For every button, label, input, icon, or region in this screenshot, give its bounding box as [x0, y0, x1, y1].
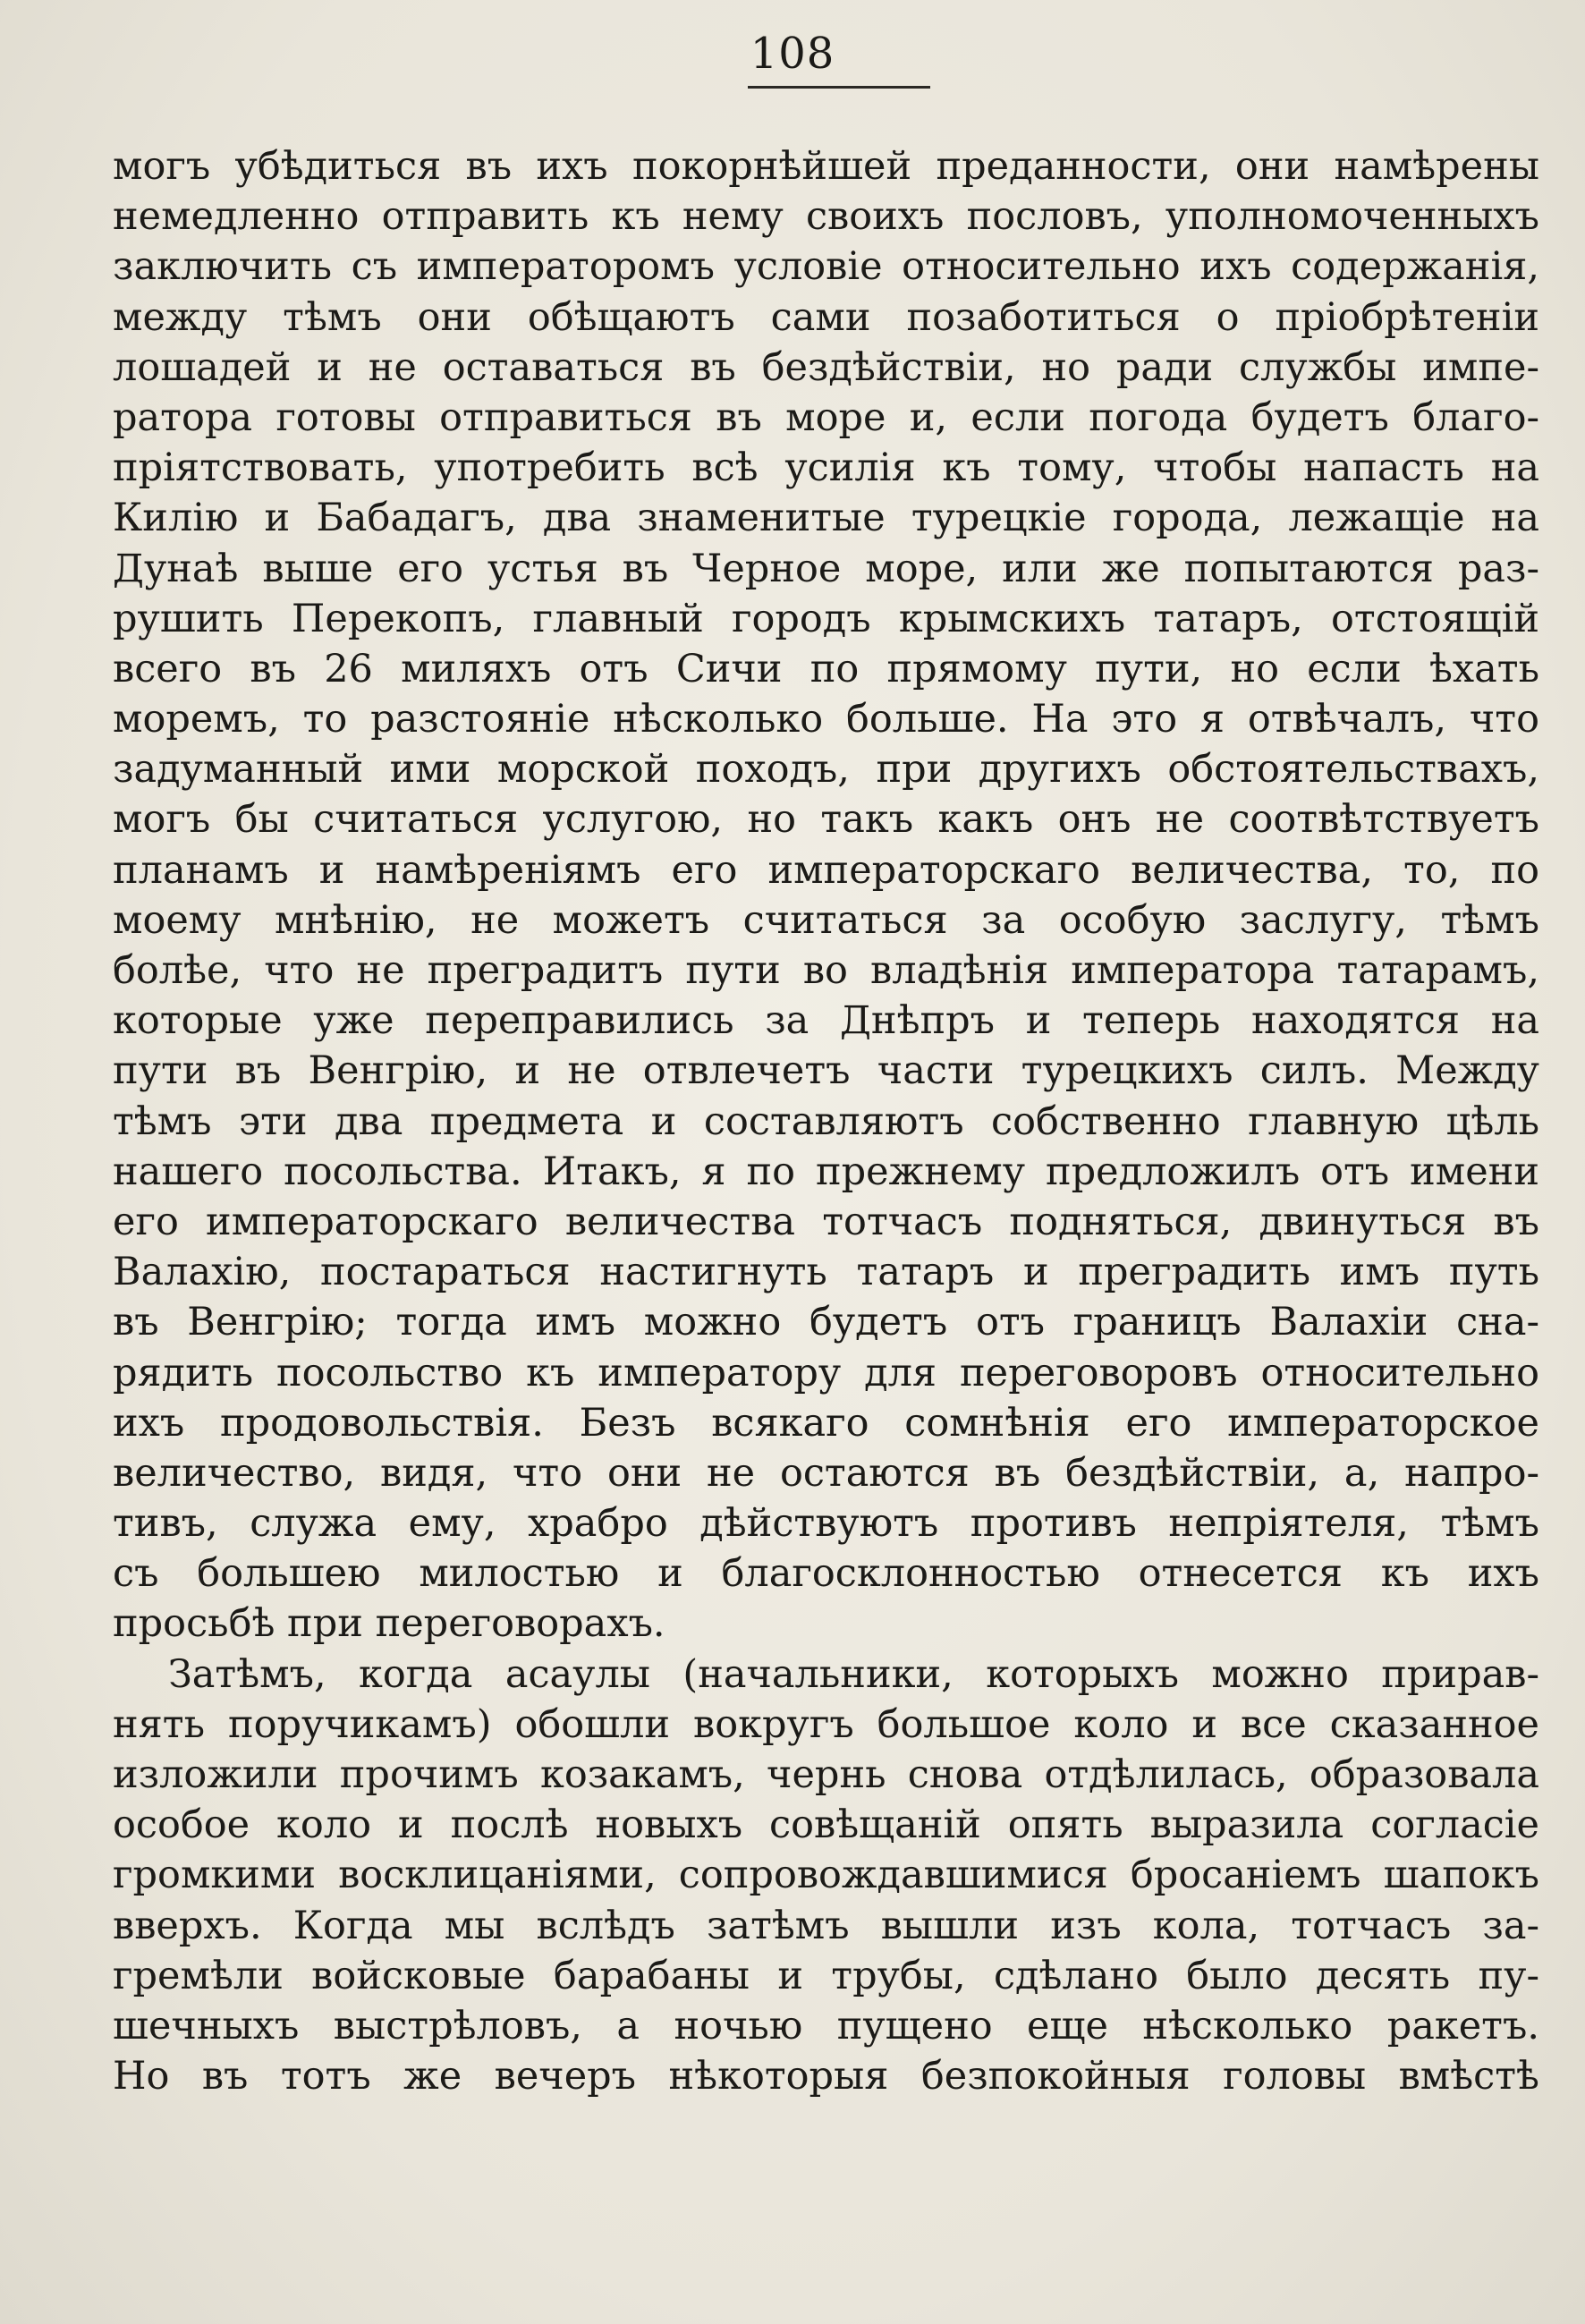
page-number-rule: [748, 86, 930, 89]
text-line: тивъ, служа ему, храбро дѣйствуютъ противъ непріятеля, тѣмъ: [113, 1501, 1539, 1547]
text-line: между тѣмъ они обѣщаютъ сами позаботиться о пріобрѣтеніи: [113, 294, 1539, 340]
text-line: Килію и Бабадагъ, два знаменитые турецкіе города, лежащіе на: [113, 496, 1539, 541]
text-line: особое коло и послѣ новыхъ совѣщаній опять выразила согласіе: [113, 1802, 1539, 1848]
text-line: нашего посольства. Итакъ, я по прежнему предложилъ отъ имени: [113, 1149, 1539, 1194]
text-line: Валахію, постараться настигнуть татаръ и преградить имъ путь: [113, 1250, 1539, 1295]
text-line: нять поручикамъ) обошли вокругъ большое коло и все сказанное: [113, 1701, 1539, 1747]
page-number: 108: [750, 29, 835, 79]
text-line: Но въ тотъ же вечеръ нѣкоторыя безпокойныя головы вмѣстѣ: [113, 2054, 1539, 2099]
text-line: задуманный ими морской походъ, при другихъ обстоятельствахъ,: [113, 747, 1539, 793]
text-line: планамъ и намѣреніямъ его императорскаго величества, то, по: [113, 847, 1539, 893]
text-line: моремъ, то разстояніе нѣсколько больше. На это я отвѣчалъ, что: [113, 697, 1539, 742]
text-line: величество, видя, что они не остаются въ бездѣйствіи, а, напро-: [113, 1450, 1539, 1496]
text-line: ихъ продовольствія. Безъ всякаго сомнѣнія его императорское: [113, 1400, 1539, 1446]
text-line: громкими восклицаніями, сопровождавшимися бросаніемъ шапокъ: [113, 1853, 1539, 1898]
text-line: рядить посольство къ императору для переговоровъ относительно: [113, 1350, 1539, 1395]
text-line: изложили прочимъ козакамъ, чернь снова отдѣлилась, образовала: [113, 1752, 1539, 1797]
text-line: болѣе, что не преградитъ пути во владѣнія императора татарамъ,: [113, 948, 1539, 993]
text-line: шечныхъ выстрѣловъ, а ночью пущено еще нѣсколько ракетъ.: [113, 2003, 1539, 2048]
text-line: въ Венгрію; тогда имъ можно будетъ отъ границъ Валахіи сна-: [113, 1300, 1539, 1345]
text-line: которые уже переправились за Днѣпръ и теперь находятся на: [113, 998, 1539, 1044]
text-line: пріятствовать, употребить всѣ усилія къ тому, чтобы напасть на: [113, 445, 1539, 491]
text-line: заключить съ императоромъ условіе относительно ихъ содержанія,: [113, 244, 1539, 290]
text-line: могъ бы считаться услугою, но такъ какъ онъ не соотвѣтствуетъ: [113, 797, 1539, 843]
text-line: съ большею милостью и благосклонностью отнесется къ ихъ: [113, 1551, 1539, 1597]
text-line: Дунаѣ выше его устья въ Черное море, или же попытаются раз-: [113, 546, 1539, 591]
text-line: моему мнѣнію, не можетъ считаться за особую заслугу, тѣмъ: [113, 897, 1539, 943]
text-line: гремѣли войсковые барабаны и трубы, сдѣлано было десять пу-: [113, 1953, 1539, 1998]
text-line: его императорскаго величества тотчасъ подняться, двинуться въ: [113, 1199, 1539, 1244]
body-text: [113, 141, 1539, 2101]
text-line: ратора готовы отправиться въ море и, если погода будетъ благо-: [113, 394, 1539, 440]
text-line: тѣмъ эти два предмета и составляютъ собственно главную цѣль: [113, 1098, 1539, 1144]
text-line: вверхъ. Когда мы вслѣдъ затѣмъ вышли изъ кола, тотчасъ за-: [113, 1903, 1539, 1948]
text-line: немедленно отправить къ нему своихъ пословъ, уполномоченныхъ: [113, 194, 1539, 240]
text-line: лошадей и не оставаться въ бездѣйствіи, но ради службы импе-: [113, 344, 1539, 390]
text-line: могъ убѣдиться въ ихъ покорнѣйшей преданности, они намѣрены: [113, 144, 1539, 189]
text-line: пути въ Венгрію, и не отвлечетъ части турецкихъ силъ. Между: [113, 1048, 1539, 1094]
text-line: рушить Перекопъ, главный городъ крымскихъ татаръ, отстоящій: [113, 596, 1539, 641]
text-line: Затѣмъ, когда асаулы (начальники, которыхъ можно прирав-: [168, 1651, 1539, 1697]
text-line: просьбѣ при переговорахъ.: [113, 1601, 665, 1647]
text-line: всего въ 26 миляхъ отъ Сичи по прямому пути, но если ѣхать: [113, 646, 1539, 691]
